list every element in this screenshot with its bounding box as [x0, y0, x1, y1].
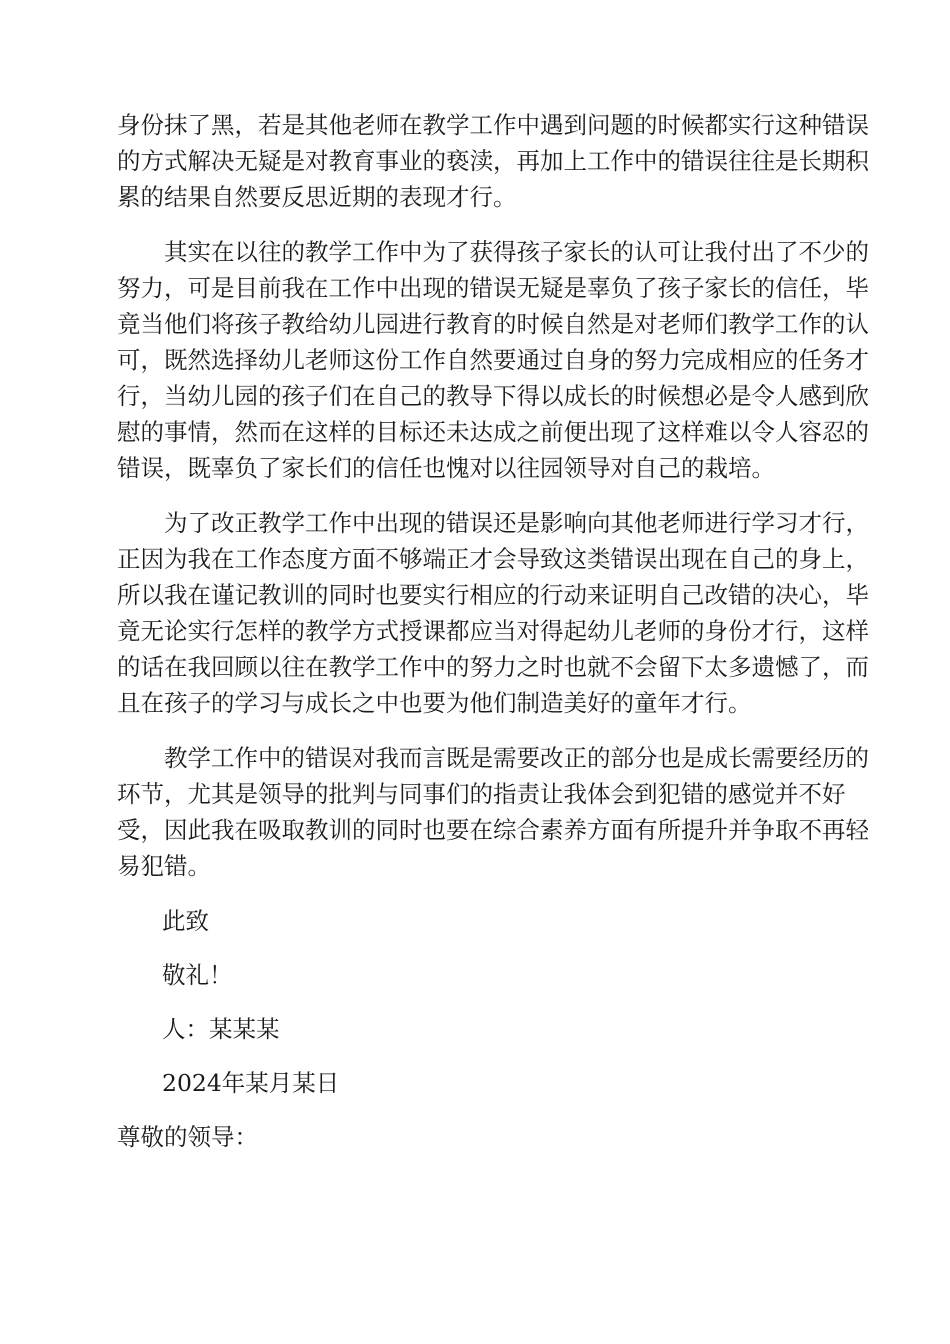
- text-line: 竟当他们将孩子教给幼儿园进行教育的时候自然是对老师们教学工作的认: [117, 310, 869, 338]
- closing-respect: 敬礼！: [162, 961, 233, 989]
- text-line: 为了改正教学工作中出现的错误还是影响向其他老师进行学习才行，: [164, 509, 869, 537]
- text-line: 慰的事情，然而在这样的目标还未达成之前便出现了这样难以令人容忍的: [117, 418, 869, 446]
- letter-body: [117, 107, 869, 1155]
- text-line: 易犯错。: [117, 852, 211, 880]
- text-line: 其实在以往的教学工作中为了获得孩子家长的认可让我付出了不少的: [164, 238, 869, 266]
- paragraph-2: [117, 234, 869, 486]
- text-line: 教学工作中的错误对我而言既是需要改正的部分也是成长需要经历的: [164, 744, 869, 772]
- text-line: 可，既然选择幼儿老师这份工作自然要通过自身的努力完成相应的任务才: [117, 346, 869, 374]
- paragraph-1: [117, 107, 869, 215]
- text-line: 且在孩子的学习与成长之中也要为他们制造美好的童年才行。: [117, 689, 752, 717]
- text-line: 受，因此我在吸取教训的同时也要在综合素养方面有所提升并争取不再轻: [117, 816, 869, 844]
- paragraph-4: [117, 740, 869, 884]
- next-letter-greeting: 尊敬的领导：: [117, 1123, 258, 1151]
- closing-signer: 人：某某某: [162, 1015, 280, 1043]
- text-line: 的方式解决无疑是对教育事业的亵渎，再加上工作中的错误往往是长期积: [117, 147, 869, 175]
- paragraph-3: [117, 505, 869, 721]
- closing-salutation: 此致: [162, 907, 209, 935]
- text-line: 努力，可是目前我在工作中出现的错误无疑是辜负了孩子家长的信任，毕: [117, 274, 869, 302]
- text-line: 的话在我回顾以往在教学工作中的努力之时也就不会留下太多遗憾了，而: [117, 653, 869, 681]
- text-line: 累的结果自然要反思近期的表现才行。: [117, 183, 517, 211]
- text-line: 环节，尤其是领导的批判与同事们的指责让我体会到犯错的感觉并不好: [117, 780, 846, 808]
- closing-date: 2024年某月某日: [162, 1069, 340, 1097]
- text-line: 竟无论实行怎样的教学方式授课都应当对得起幼儿老师的身份才行，这样: [117, 617, 869, 645]
- text-line: 身份抹了黑，若是其他老师在教学工作中遇到问题的时候都实行这种错误: [117, 111, 869, 139]
- text-line: 正因为我在工作态度方面不够端正才会导致这类错误出现在自己的身上，: [117, 545, 869, 573]
- text-line: 行，当幼儿园的孩子们在自己的教导下得以成长的时候想必是令人感到欣: [117, 382, 869, 410]
- text-line: 错误，既辜负了家长们的信任也愧对以往园领导对自己的栽培。: [117, 454, 775, 482]
- text-line: 所以我在谨记教训的同时也要实行相应的行动来证明自己改错的决心，毕: [117, 581, 869, 609]
